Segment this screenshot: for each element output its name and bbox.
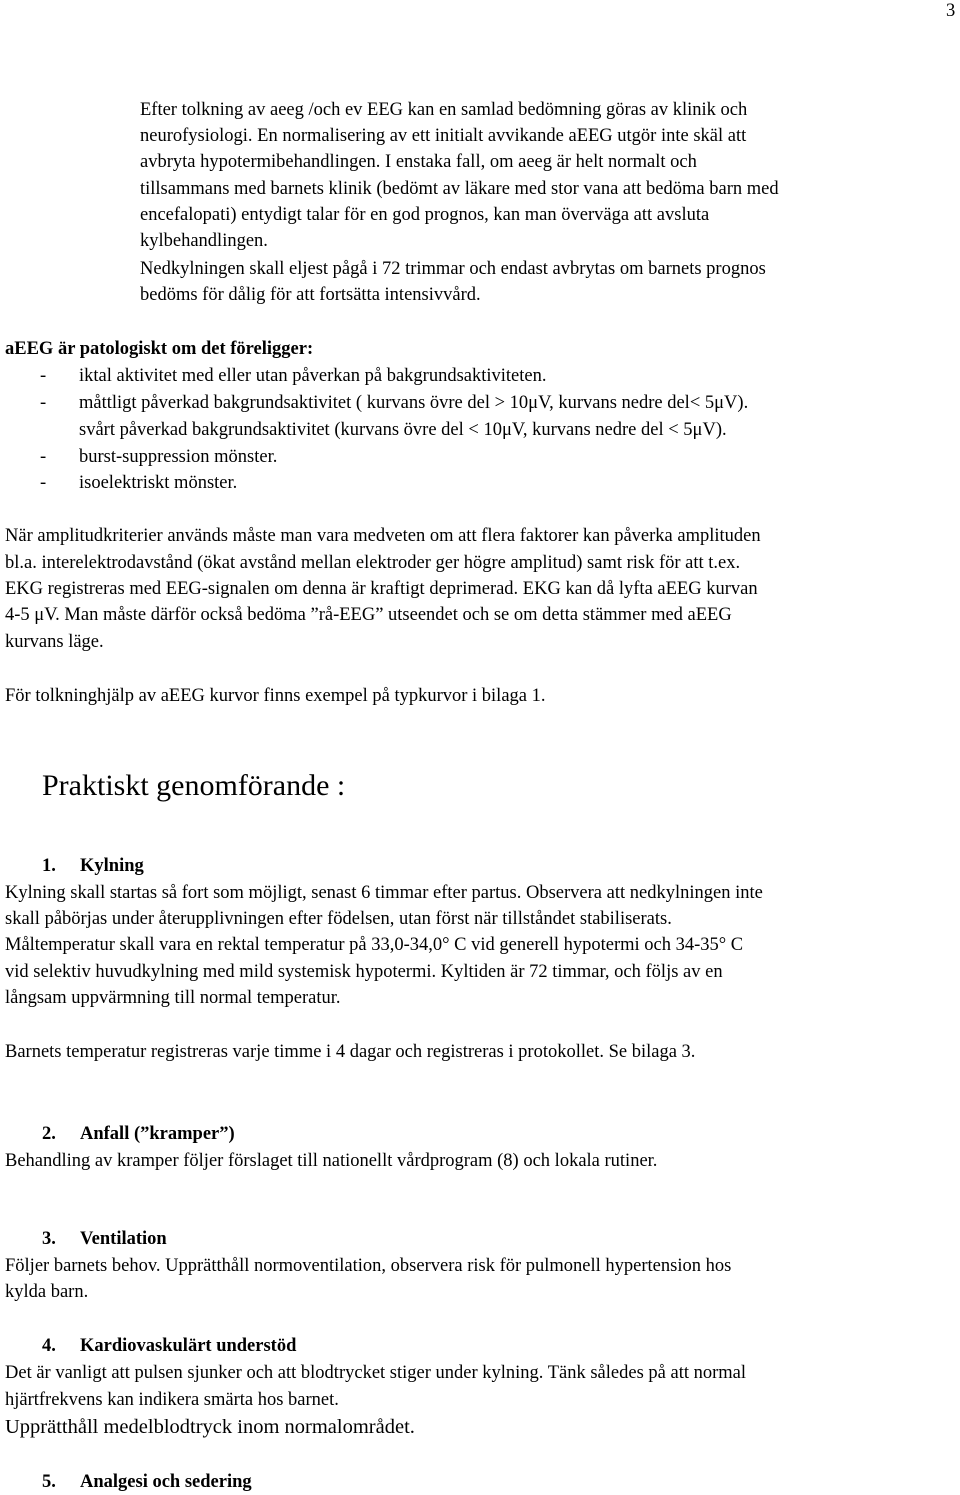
help-line: För tolkninghjälp av aEEG kurvor finns exempel på typkurvor i bilaga 1. [5, 686, 546, 706]
section-line: Måltemperatur skall vara en rektal temperatur på 33,0-34,0° C vid generell hypotermi och 34-35° C [5, 935, 744, 955]
section-line: Det är vanligt att pulsen sjunker och att blodtrycket stiger under kylning. Tänk således på att normal [5, 1363, 747, 1383]
amplitude-line: EKG registreras med EEG-signalen om denna är kraftigt deprimerad. EKG kan då lyfta aEEG kurvan [5, 579, 758, 599]
section-title: Ventilation [80, 1229, 167, 1249]
section-extra-line: Upprätthåll medelblodtryck inom normalområdet. [5, 1416, 415, 1438]
pathology-item: iktal aktivitet med eller utan påverkan på bakgrundsaktiviteten. [79, 366, 547, 386]
pathology-item: isoelektriskt mönster. [79, 473, 238, 493]
cooling-line: bedöms för dålig för att fortsätta intensivvård. [140, 285, 481, 305]
section-line: långsam uppvärmning till normal temperatur. [5, 988, 341, 1008]
amplitude-line: bl.a. interelektrodavstånd (ökat avstånd mellan elektroder ger högre amplitud) samt risk för att t.ex. [5, 553, 741, 573]
intro-line: neurofysiologi. En normalisering av ett initialt avvikande aEEG utgör inte skäl att [140, 126, 747, 146]
section-title: Analgesi och sedering [80, 1472, 252, 1492]
intro-line: Efter tolkning av aeeg /och ev EEG kan en samlad bedömning göras av klinik och [140, 100, 748, 120]
pathology-heading: aEEG är patologiskt om det föreligger: [5, 339, 314, 359]
page-number: 3 [946, 1, 956, 21]
pathology-item: burst-suppression mönster. [79, 447, 278, 467]
bullet-dash: - [40, 393, 47, 413]
section-heading: Praktiskt genomförande : [42, 769, 346, 802]
section-extra-line: Barnets temperatur registreras varje timme i 4 dagar och registreras i protokollet. Se bilaga 3. [5, 1042, 696, 1062]
amplitude-line: kurvans läge. [5, 632, 104, 652]
section-number: 2. [42, 1124, 56, 1144]
section-number: 4. [42, 1336, 56, 1356]
section-number: 3. [42, 1229, 56, 1249]
amplitude-line: 4-5 μV. Man måste därför också bedöma ”rå-EEG” utseendet och se om detta stämmer med aEEG [5, 605, 732, 625]
section-line: skall påbörjas under återupplivningen efter födelsen, utan först när tillståndet stabiliserats. [5, 909, 672, 929]
pathology-item: måttligt påverkad bakgrundsaktivitet ( kurvans övre del > 10μV, kurvans nedre del< 5μV). [79, 393, 749, 413]
section-number: 1. [42, 856, 56, 876]
section-line: Följer barnets behov. Upprätthåll normoventilation, observera risk för pulmonell hypertension hos [5, 1256, 732, 1276]
intro-line: avbryta hypotermibehandlingen. I enstaka fall, om aeeg är helt normalt och [140, 152, 697, 172]
intro-line: tillsammans med barnets klinik (bedömt av läkare med stor vana att bedöma barn med [140, 179, 779, 199]
bullet-dash: - [40, 447, 47, 467]
section-line: Behandling av kramper följer förslaget till nationellt vårdprogram (8) och lokala rutiner. [5, 1151, 658, 1171]
section-line: kylda barn. [5, 1282, 89, 1302]
section-line: Kylning skall startas så fort som möjligt, senast 6 timmar efter partus. Observera att nedkylningen inte [5, 883, 763, 903]
section-title: Kylning [80, 856, 144, 876]
cooling-line: Nedkylningen skall eljest pågå i 72 trimmar och endast avbrytas om barnets prognos [140, 259, 766, 279]
section-line: hjärtfrekvens kan indikera smärta hos barnet. [5, 1390, 339, 1410]
bullet-dash: - [40, 366, 47, 386]
section-title: Anfall (”kramper”) [80, 1124, 235, 1144]
amplitude-line: När amplitudkriterier används måste man vara medveten om att flera faktorer kan påverka amplituden [5, 526, 761, 546]
section-number: 5. [42, 1472, 56, 1492]
section-line: vid selektiv huvudkylning med mild systemisk hypotermi. Kyltiden är 72 timmar, och följs av en [5, 962, 723, 982]
section-title: Kardiovaskulärt understöd [80, 1336, 297, 1356]
pathology-item: svårt påverkad bakgrundsaktivitet (kurvans övre del < 10μV, kurvans nedre del < 5μV). [79, 420, 727, 440]
intro-line: kylbehandlingen. [140, 231, 268, 251]
intro-line: encefalopati) entydigt talar för en god prognos, kan man överväga att avsluta [140, 205, 710, 225]
bullet-dash: - [40, 473, 47, 493]
